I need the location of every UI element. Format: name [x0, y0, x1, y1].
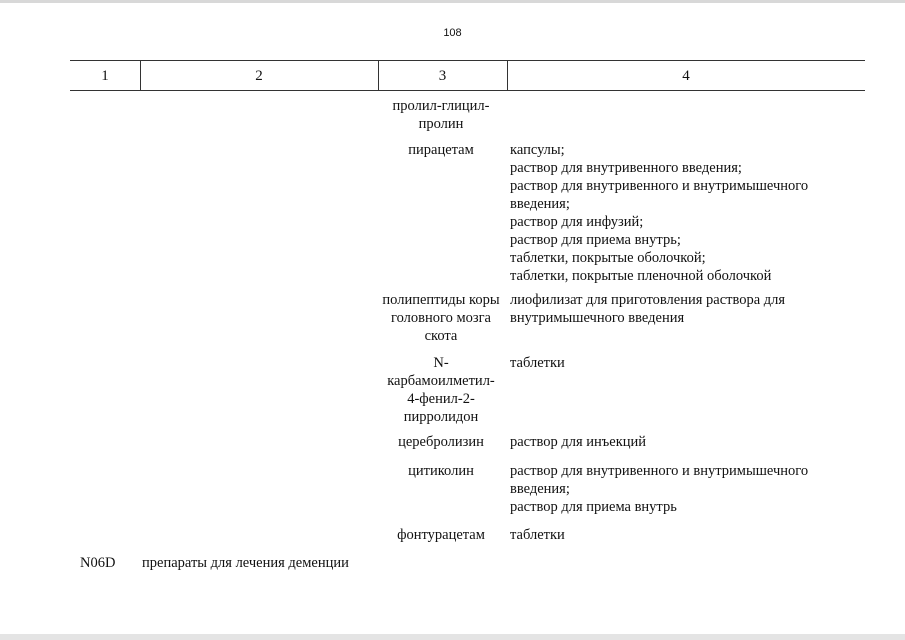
- column-header-2: 2: [255, 68, 263, 84]
- drug-name-cell: [378, 291, 504, 345]
- dosage-form-line: таблетки: [510, 527, 565, 543]
- drug-name-line: пролил-глицил-: [392, 98, 490, 114]
- drug-name-line: пролин: [418, 116, 464, 132]
- dosage-forms-cell: [510, 433, 860, 451]
- drug-name-cell: [378, 141, 504, 159]
- table-top-rule: [70, 60, 865, 61]
- dosage-form-line: раствор для приема внутрь;: [510, 232, 681, 248]
- atc-group-description: препараты для лечения деменции: [142, 555, 349, 571]
- dosage-form-line: раствор для инфузий;: [510, 214, 644, 230]
- dosage-form-line: введения;: [510, 481, 570, 497]
- dosage-form-line: раствор для инъекций: [510, 434, 647, 450]
- drug-name-line: N-: [433, 355, 449, 371]
- dosage-form-line: раствор для внутривенного и внутримышечного: [510, 463, 809, 479]
- dosage-form-line: раствор для приема внутрь: [510, 499, 677, 515]
- column-header-1: 1: [101, 68, 109, 84]
- drug-name-cell: [378, 433, 504, 451]
- scan-edge-bottom: [0, 634, 905, 640]
- drug-name-line: скота: [424, 328, 458, 344]
- drug-name-line: пирролидон: [403, 409, 479, 425]
- column-header-3: 3: [438, 68, 447, 84]
- drug-name-cell: [378, 462, 504, 480]
- dosage-forms-cell: [510, 354, 860, 372]
- drug-name-line: головного мозга: [391, 310, 491, 326]
- dosage-form-line: таблетки: [510, 355, 565, 371]
- drug-name-line: полипептиды коры: [382, 292, 500, 308]
- scan-edge-top: [0, 0, 905, 3]
- atc-code: N06D: [80, 555, 116, 571]
- table-header-bottom-rule: [70, 90, 865, 91]
- dosage-form-line: введения;: [510, 196, 570, 212]
- dosage-forms-cell: [510, 141, 860, 285]
- dosage-form-line: таблетки, покрытые оболочкой;: [510, 250, 706, 266]
- dosage-form-line: раствор для внутривенного и внутримышечного: [510, 178, 809, 194]
- drug-name-line: 4-фенил-2-: [407, 391, 475, 407]
- drug-name-cell: [378, 354, 504, 426]
- drug-name-line: карбамоилметил-: [387, 373, 495, 389]
- drug-name-line: пирацетам: [408, 142, 474, 158]
- drug-name-cell: [378, 526, 504, 544]
- dosage-form-line: внутримышечного введения: [510, 310, 685, 326]
- column-header-4: 4: [682, 68, 690, 84]
- drug-name-line: церебролизин: [398, 434, 484, 450]
- dosage-forms-cell: [510, 462, 860, 516]
- dosage-form-line: раствор для внутривенного введения;: [510, 160, 742, 176]
- dosage-form-line: капсулы;: [510, 142, 565, 158]
- dosage-forms-cell: [510, 526, 860, 544]
- drug-name-line: фонтурацетам: [397, 527, 485, 543]
- drug-name-line: цитиколин: [408, 463, 474, 479]
- page-number: 108: [443, 27, 462, 39]
- drug-name-cell: [378, 97, 504, 133]
- dosage-form-line: таблетки, покрытые пленочной оболочкой: [510, 268, 772, 284]
- dosage-form-line: лиофилизат для приготовления раствора для: [510, 292, 786, 308]
- dosage-forms-cell: [510, 291, 860, 327]
